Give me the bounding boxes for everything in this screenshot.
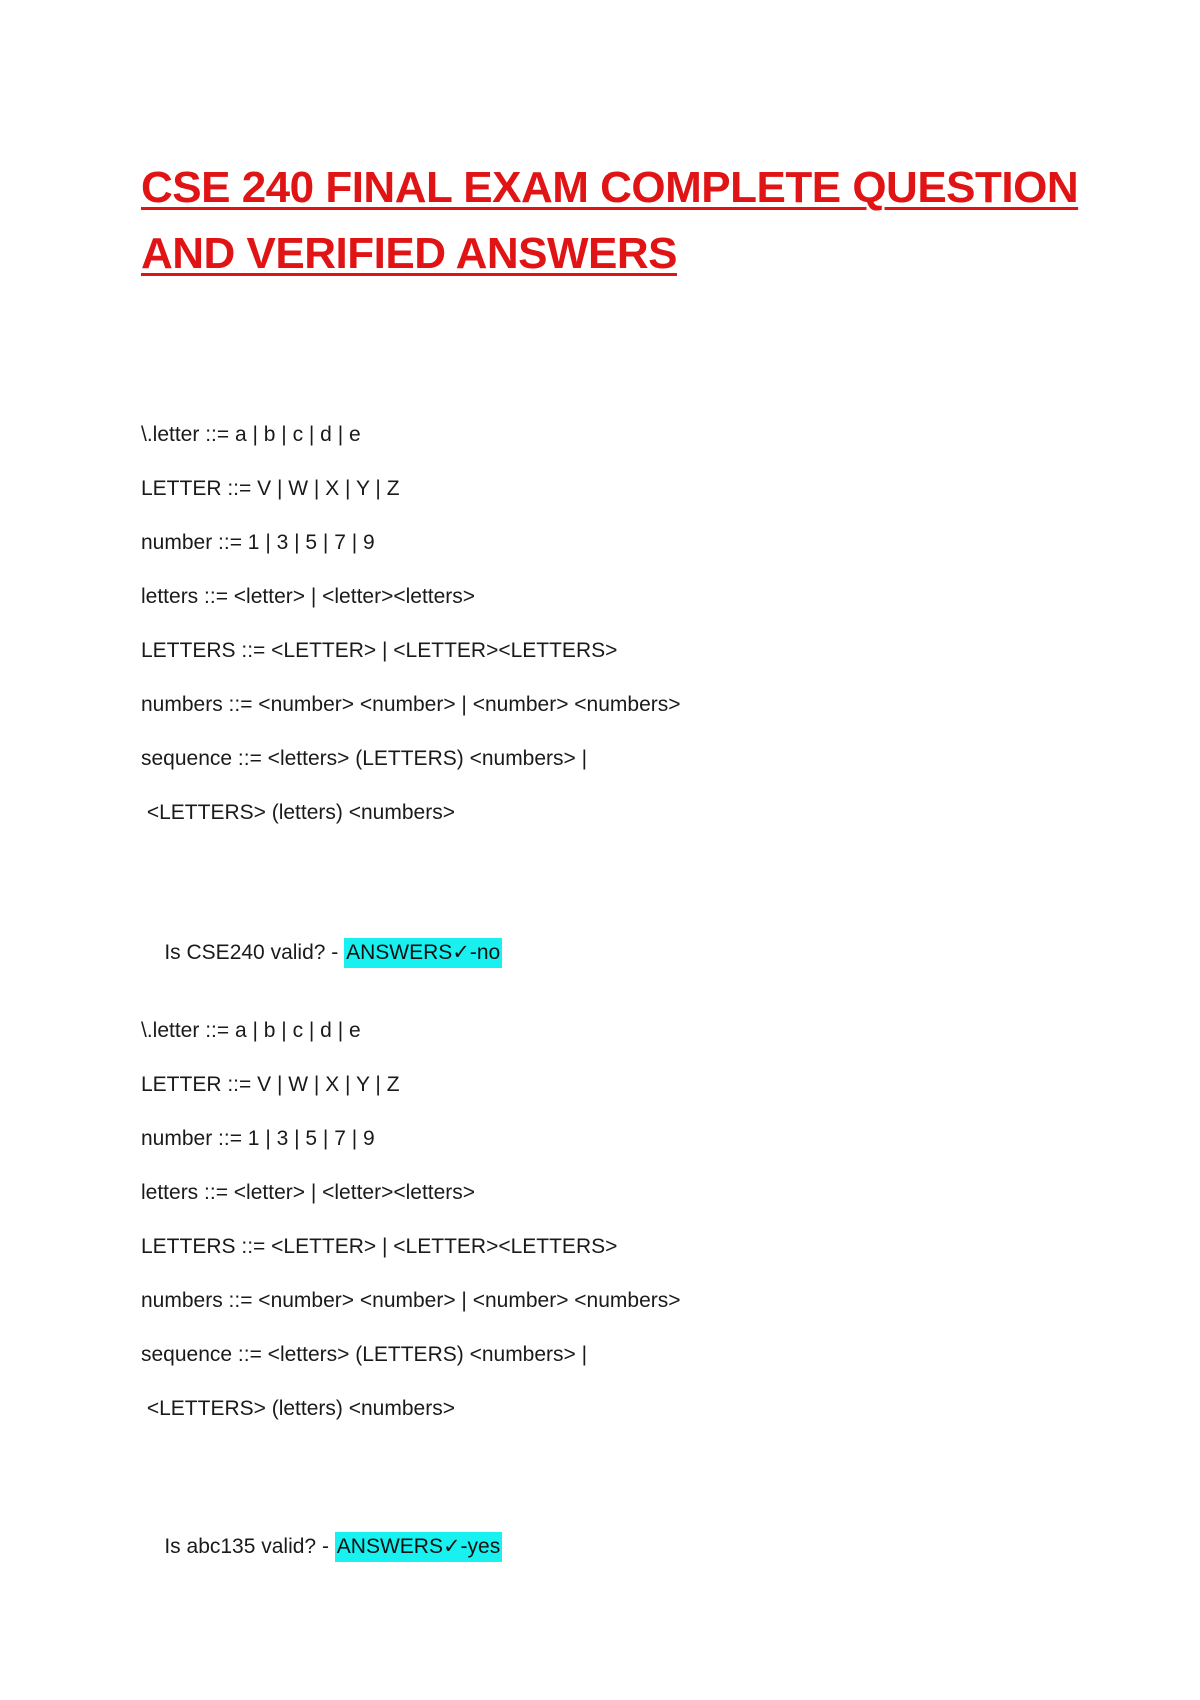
grammar-line: sequence ::= <letters> (LETTERS) <numbers> | (141, 747, 588, 770)
grammar-line: LETTER ::= V | W | X | Y | Z (141, 477, 400, 500)
grammar-line: number ::= 1 | 3 | 5 | 7 | 9 (141, 1127, 375, 1150)
grammar-line: LETTERS ::= <LETTER> | <LETTER><LETTERS> (141, 1235, 618, 1258)
grammar-line: \.letter ::= a | b | c | d | e (141, 1019, 361, 1042)
grammar-line: \.letter ::= a | b | c | d | e (141, 423, 361, 446)
question-2 (141, 1502, 502, 1592)
question-text: Is CSE240 valid? - (164, 941, 345, 964)
grammar-line: numbers ::= <number> <number> | <number> <numbers> (141, 1289, 681, 1312)
grammar-line: LETTERS ::= <LETTER> | <LETTER><LETTERS> (141, 639, 618, 662)
grammar-line: letters ::= <letter> | <letter><letters> (141, 1181, 476, 1204)
question-1 (141, 908, 502, 998)
question-text: Is abc135 valid? - (164, 1535, 335, 1558)
grammar-line: letters ::= <letter> | <letter><letters> (141, 585, 476, 608)
grammar-line: <LETTERS> (letters) <numbers> (141, 801, 455, 824)
grammar-block-1 (141, 408, 1041, 840)
title-line-1: CSE 240 FINAL EXAM COMPLETE QUESTION (141, 163, 1079, 212)
answer-highlight: ANSWERS✓-yes (335, 1532, 502, 1562)
grammar-line: numbers ::= <number> <number> | <number> <numbers> (141, 693, 681, 716)
grammar-line: LETTER ::= V | W | X | Y | Z (141, 1073, 400, 1096)
grammar-line: number ::= 1 | 3 | 5 | 7 | 9 (141, 531, 375, 554)
title-line-2: AND VERIFIED ANSWERS (141, 229, 677, 278)
answer-highlight: ANSWERS✓-no (344, 938, 502, 968)
grammar-line: <LETTERS> (letters) <numbers> (141, 1397, 455, 1420)
document-title (141, 155, 1081, 287)
grammar-line: sequence ::= <letters> (LETTERS) <numbers> | (141, 1343, 588, 1366)
grammar-block-2 (141, 1004, 1041, 1436)
